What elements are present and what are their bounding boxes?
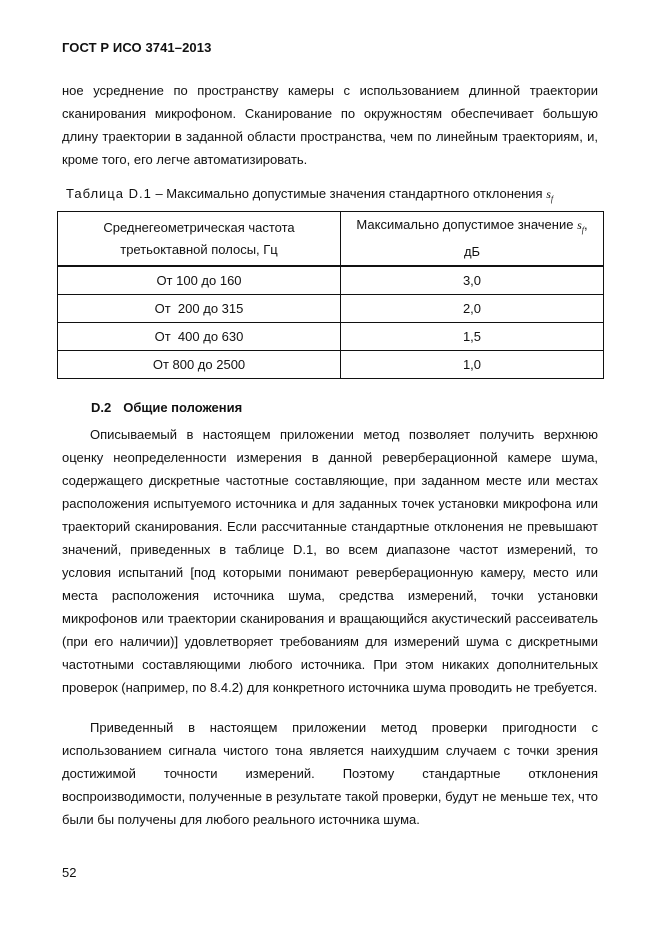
- table-row: [58, 295, 604, 323]
- section-number: D.2: [91, 400, 112, 415]
- band-cell: От 200 до 315: [58, 295, 341, 323]
- table-row: [58, 351, 604, 379]
- section-heading: [91, 400, 242, 415]
- value-cell: 3,0: [341, 266, 604, 295]
- table-header-row: [58, 212, 604, 267]
- table-caption: [66, 186, 553, 203]
- data-table: [57, 211, 604, 379]
- value-cell: 1,0: [341, 351, 604, 379]
- table-row: [58, 323, 604, 351]
- band-cell: От 400 до 630: [58, 323, 341, 351]
- value-cell: 2,0: [341, 295, 604, 323]
- symbol-sf: $s_f$: [546, 187, 554, 204]
- table-caption-text: – Максимально допустимые значения стандартного отклонения: [151, 186, 547, 201]
- section-title: Общие положения: [123, 400, 243, 415]
- body-paragraph: Приведенный в настоящем приложении метод проверки пригодности с использованием сигнала чистого тона является наихудшим случаем с точки зрения достижимой точности измерений. Поэтому стандартные отклонения воспроизводимости, полученные в результате такой проверки, будут не меньше тех, что были бы получены для любого реального источника шума.: [62, 720, 598, 827]
- column-header-frequency: Среднегеометрическая частота третьоктавной полосы, Гц: [58, 212, 341, 267]
- band-cell: От 100 до 160: [58, 266, 341, 295]
- table-row: [58, 266, 604, 295]
- band-cell: От 800 до 2500: [58, 351, 341, 379]
- intro-paragraph: ное усреднение по пространству камеры с использованием длинной траектории сканирования микрофоном. Сканирование по окружностям обеспечивает большую длину траектории в заданной области пространства, чем по линейным траекториям, и, кроме того, его легче автоматизировать.: [62, 83, 598, 167]
- table-caption-label: Таблица D.1: [66, 186, 152, 201]
- value-cell: 1,5: [341, 323, 604, 351]
- column-header-max-value: Максимально допустимое значение $s_f$, дБ: [341, 212, 604, 267]
- page-number: 52: [62, 865, 77, 880]
- body-paragraph: Описываемый в настоящем приложении метод позволяет получить верхнюю оценку неопределенности измерения в данной реверберационной камере шума, содержащего дискретные частотные составляющие, при заданном месте или местах расположения испытуемого источника и для заданных точек установки микрофона или траекторий сканирования. Если рассчитанные стандартные отклонения не превышают значений, приведенных в таблице D.1, во всем диапазоне частот измерений, то условия испытаний [под которыми понимают реверберационную камеру, место или места расположения источника шума, средства измерений, точки установки микрофонов или траектории сканирования и вращающийся акустический рассеиватель (при его наличии)] удовлетворяет требованиям для измерений шума с дискретными частотными составляющими любого источника. При этом никаких дополнительных проверок (например, по 8.4.2) для конкретного источника шума проводить не требуется.: [62, 427, 598, 695]
- document-header: ГОСТ Р ИСО 3741–2013: [62, 40, 212, 55]
